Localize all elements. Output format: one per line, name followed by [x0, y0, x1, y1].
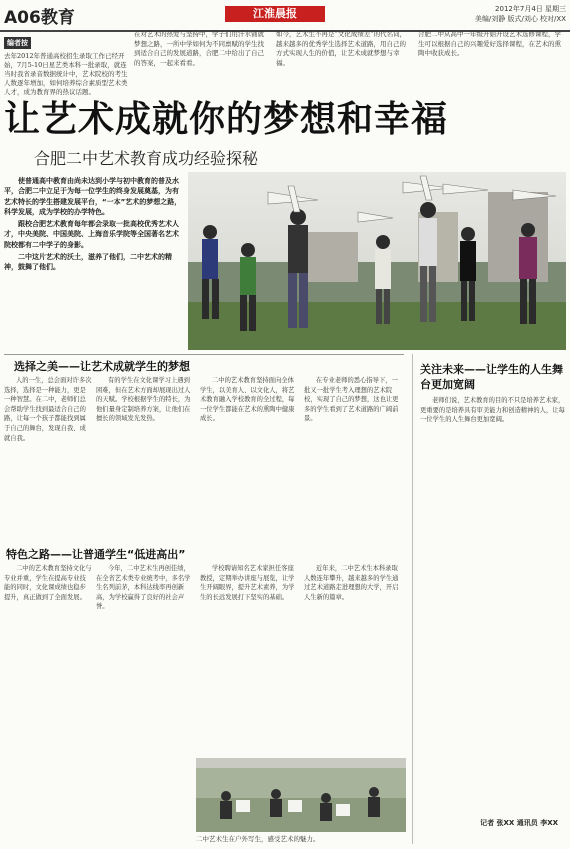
- body-column: [200, 564, 300, 754]
- header-meta: [475, 4, 566, 24]
- lead-column-2: 在对艺术的热爱与坚持中，学子们用汗水铺就梦想之路，一所中学如何为不同禀赋的学生找到适合自己的发展道路，合肥二中给出了自己的答案，一起来看看。: [134, 30, 264, 67]
- section-label: A06教育: [4, 8, 75, 28]
- main-headline: 让艺术成就你的梦想和幸福: [4, 99, 449, 140]
- lead-column-4: 合肥二中从高中一年级开始开设艺术选修课程，学生可以根据自己的兴趣爱好选择课程，在艺术的熏陶中收获成长。: [418, 30, 561, 57]
- page-header: [0, 0, 570, 32]
- column-divider: [412, 354, 413, 844]
- intro-text: [4, 176, 184, 344]
- body-column: [4, 376, 92, 542]
- section-title-1: 选择之美——让艺术成就学生的梦想: [14, 360, 190, 373]
- paragraph: 二中的艺术教育坚持文化与专业并重，学生在提高专业技能的同时，文化课成绩也稳步提升，真正做到了全面发展。: [4, 565, 92, 601]
- paragraph: 近年来，二中艺术生本科录取人数连年攀升，越来越多的学生通过艺术道路走进理想的大学，开启人生新的篇章。: [304, 565, 399, 601]
- sub-headline: 合肥二中艺术教育成功经验探秘: [34, 149, 259, 168]
- body-column: [200, 376, 300, 542]
- intro-paragraph: 使普通高中教育由尚未达到小学与初中教育的普及水平，合肥二中立足于为每一位学生的终身发展奠基，为有艺术特长的学生搭建发展平台，“一本”艺术的梦想之路，科学发展，成为学校的办学特色。: [4, 177, 182, 216]
- paragraph: 今年，二中艺术生再创佳绩，在全省艺术类专业统考中，多名学生名列前茅，本科达线率再创新高，为学校赢得了良好的社会声誉。: [96, 565, 191, 611]
- body-column: [304, 376, 404, 542]
- body-column: [96, 376, 196, 542]
- paragraph: 老师们说，艺术教育的目的不只是培养艺术家，更重要的是培养具有审美能力和创造精神的人，让每一位学生的人生舞台更加宽阔。: [420, 397, 565, 424]
- paragraph: 在专业老师的悉心指导下，一批又一批学生考入理想的艺术院校，实现了自己的梦想，这也让更多的学生看到了艺术道路的广阔前景。: [304, 377, 399, 423]
- editor-note-tag: 编者按: [4, 37, 31, 49]
- masthead: 江淮晨报: [225, 6, 325, 22]
- paragraph: 人的一生，总会面对许多次选择，选择是一种能力，更是一种智慧。在二中，老师们总会帮助学生找到最适合自己的路，让每一个孩子都能找到属于自己的舞台，发现自我、成就自我。: [4, 377, 92, 442]
- body-column: [304, 564, 404, 754]
- body-column: [96, 564, 196, 754]
- body-column: [420, 396, 566, 814]
- byline: 记者 张XX 通讯员 李XX: [480, 819, 558, 827]
- divider: [4, 354, 404, 355]
- students-photo: [188, 172, 566, 350]
- paragraph: 有的学生在文化课学习上遇到困难，但在艺术方面却展现出过人的天赋。学校根据学生的特长，为他们量身定制培养方案，让他们在擅长的领域发光发热。: [96, 377, 191, 423]
- section-title-2: 特色之路——让普通学生“低进高出”: [6, 548, 186, 561]
- editor-note-text: 去年2012年普通高校招生录取工作已经开始，7月5-10日星艺类本科一批录取，就连当时我省录音数据统计中，艺术院校的考生人数逐年增加，如何培养综合素质型艺术类人才，成为教育界的热议话题。: [4, 52, 128, 96]
- lead-column-3: 如今，艺术生不再是“文化成绩差”的代名词，越来越多的优秀学生选择艺术道路，用自己的方式实现人生的价值，让艺术成就梦想与幸福。: [276, 30, 407, 67]
- intro-paragraph: 二中这片艺术的沃土，滋养了他们，二中艺术的精神，鼓舞了他们。: [4, 253, 172, 272]
- photo-caption: 二中艺术生在户外写生，感受艺术的魅力。: [196, 835, 320, 843]
- sketching-photo: [196, 758, 406, 832]
- paragraph: 学校聘请知名艺术家担任客座教授，定期举办讲座与展览，让学生开阔眼界，提升艺术素养，为学生的长远发展打下坚实的基础。: [200, 565, 295, 601]
- intro-paragraph: 跟校合肥艺术教育每年都会录取一批高校优秀艺术人才，中央美院、中国美院、上海音乐学院等全国著名艺术院校都有二中学子的身影。: [4, 220, 179, 249]
- section-title-3: 关注未来——让学生的人生舞台更加宽阔: [420, 363, 563, 391]
- body-column: [4, 564, 92, 834]
- editor-line: 美编/刘静 版式/刘心 校对/XX: [474, 15, 566, 23]
- date-line: 2012年7月4日 星期三: [495, 5, 566, 13]
- paragraph: 二中的艺术教育坚持面向全体学生，以美育人、以文化人，将艺术教育融入学校教育的全过程，每一位学生都能在艺术的熏陶中健康成长。: [200, 377, 295, 423]
- editor-note: [4, 30, 128, 100]
